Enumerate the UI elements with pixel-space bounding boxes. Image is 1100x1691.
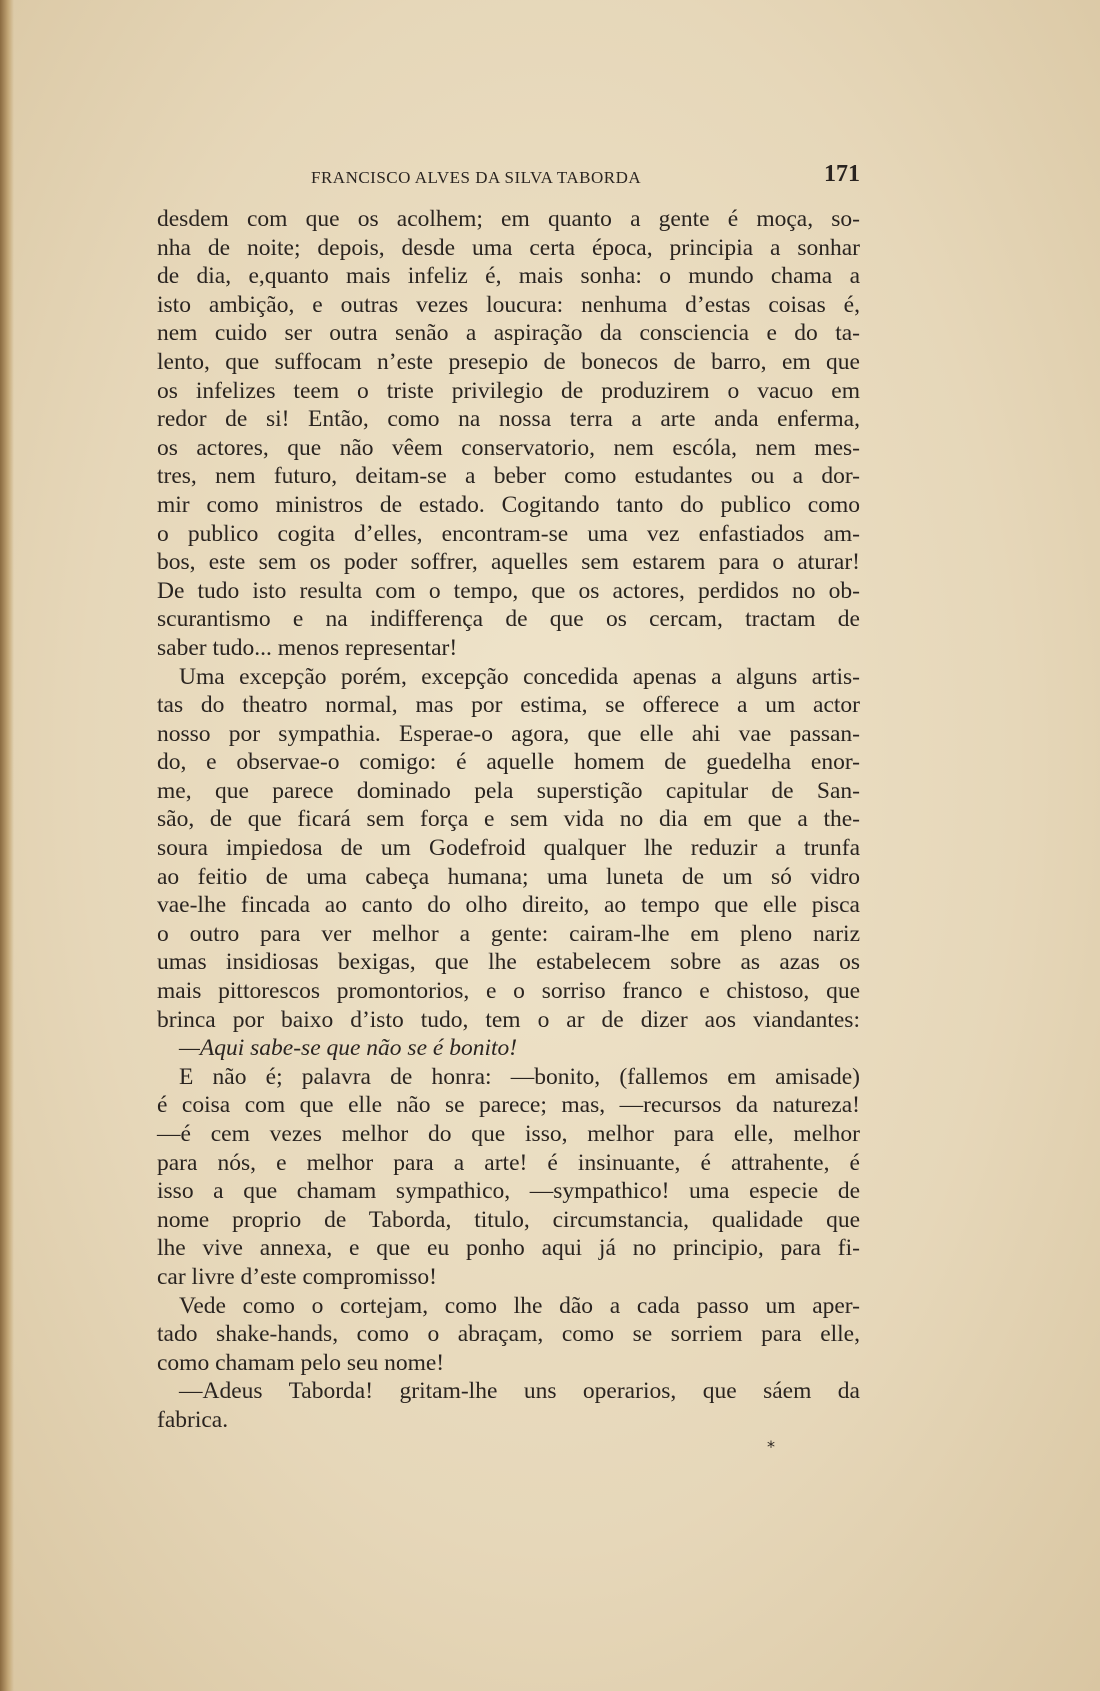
text-line: fabrica. — [157, 1406, 229, 1433]
text-line: o publico cogita d’elles, encontram-se uma vez enfastiados am- — [157, 520, 860, 547]
quote-line: —Aqui sabe-se que não se é bonito! — [179, 1035, 518, 1062]
text-line: soura impiedosa de um Godefroid qualquer lhe reduzir a trunfa — [157, 835, 860, 862]
page-edge — [0, 0, 14, 1691]
text-line: são, de que ficará sem força e sem vida no dia em que a the- — [157, 806, 860, 833]
text-line: do, e observae-o comigo: é aquelle homem de guedelha enor- — [157, 749, 860, 776]
text-line: lento, que suffocam n’este presepio de bonecos de barro, em que — [157, 348, 860, 375]
text-line: umas insidiosas bexigas, que lhe estabelecem sobre as azas os — [157, 949, 860, 976]
text-line: mir como ministros de estado. Cogitando tanto do publico como — [157, 491, 860, 518]
text-line: mais pittorescos promontorios, e o sorriso franco e chistoso, que — [157, 978, 860, 1005]
text-line: nem cuido ser outra senão a aspiração da consciencia e do ta- — [157, 320, 860, 347]
text-line: os actores, que não vêem conservatorio, nem escóla, nem mes- — [157, 434, 860, 461]
text-line: —é cem vezes melhor do que isso, melhor para elle, melhor — [157, 1121, 860, 1147]
text-line: nome proprio de Taborda, titulo, circumstancia, qualidade que — [157, 1206, 860, 1233]
text-line: nosso por sympathia. Esperae-o agora, que elle ahi vae passan- — [157, 720, 860, 747]
text-line: o outro para ver melhor a gente: cairam-lhe em pleno nariz — [157, 920, 860, 947]
text-line: tado shake-hands, como o abraçam, como se sorriem para elle, — [157, 1321, 860, 1348]
ornament-star: * — [767, 1437, 775, 1456]
body-text — [157, 205, 860, 1435]
text-line: isso a que chamam sympathico, —sympathico! uma especie de — [157, 1178, 860, 1205]
text-line: vae-lhe fincada ao canto do olho direito, ao tempo que elle pisca — [157, 892, 860, 919]
text-line: isto ambição, e outras vezes loucura: nenhuma d’estas coisas é, — [157, 291, 860, 318]
page-header — [157, 163, 860, 191]
text-line: De tudo isto resulta com o tempo, que os actores, perdidos no ob- — [157, 577, 860, 604]
text-line: para nós, e melhor para a arte! é insinuante, é attrahente, é — [157, 1149, 860, 1176]
text-line: lhe vive annexa, e que eu ponho aqui já no principio, para fi- — [157, 1235, 860, 1262]
text-line: Vede como o cortejam, como lhe dão a cada passo um aper- — [179, 1292, 860, 1319]
text-line: tres, nem futuro, deitam-se a beber como estudantes ou a dor- — [157, 463, 860, 490]
text-line: de dia, e,quanto mais infeliz é, mais sonha: o mundo chama a — [157, 263, 860, 290]
text-line: como chamam pelo seu nome! — [157, 1349, 445, 1376]
text-line: é coisa com que elle não se parece; mas, —recursos da natureza! — [157, 1092, 860, 1119]
text-line: scurantismo e na indifferença de que os cercam, tractam de — [157, 606, 860, 633]
text-line: bos, este sem os poder soffrer, aquelles sem estarem para o aturar! — [157, 549, 860, 576]
text-line: desdem com que os acolhem; em quanto a gente é moça, so- — [157, 206, 860, 232]
text-line: car livre d’este compromisso! — [157, 1263, 437, 1290]
text-line: tas do theatro normal, mas por estima, se offerece a um actor — [157, 692, 860, 719]
text-line: redor de si! Então, como na nossa terra a arte anda enferma, — [157, 406, 860, 433]
text-line: Uma excepção porém, excepção concedida apenas a alguns artis- — [179, 663, 860, 690]
page-number: 171 — [824, 161, 860, 187]
text-line: os infelizes teem o triste privilegio de produzirem o vacuo em — [157, 377, 860, 404]
running-head: FRANCISCO ALVES DA SILVA TABORDA — [311, 168, 642, 187]
text-line: —Adeus Taborda! gritam-lhe uns operarios, que sáem da — [179, 1378, 860, 1405]
text-line: me, que parece dominado pela superstição capitular de San- — [157, 777, 860, 804]
text-line: ao feitio de uma cabeça humana; uma luneta de um só vidro — [157, 863, 860, 890]
text-line: nha de noite; depois, desde uma certa época, principia a sonhar — [157, 234, 860, 261]
text-line: saber tudo... menos representar! — [157, 634, 458, 661]
text-line: brinca por baixo d’isto tudo, tem o ar de dizer aos viandantes: — [157, 1006, 860, 1033]
text-line: E não é; palavra de honra: —bonito, (fallemos em amisade) — [179, 1063, 860, 1090]
